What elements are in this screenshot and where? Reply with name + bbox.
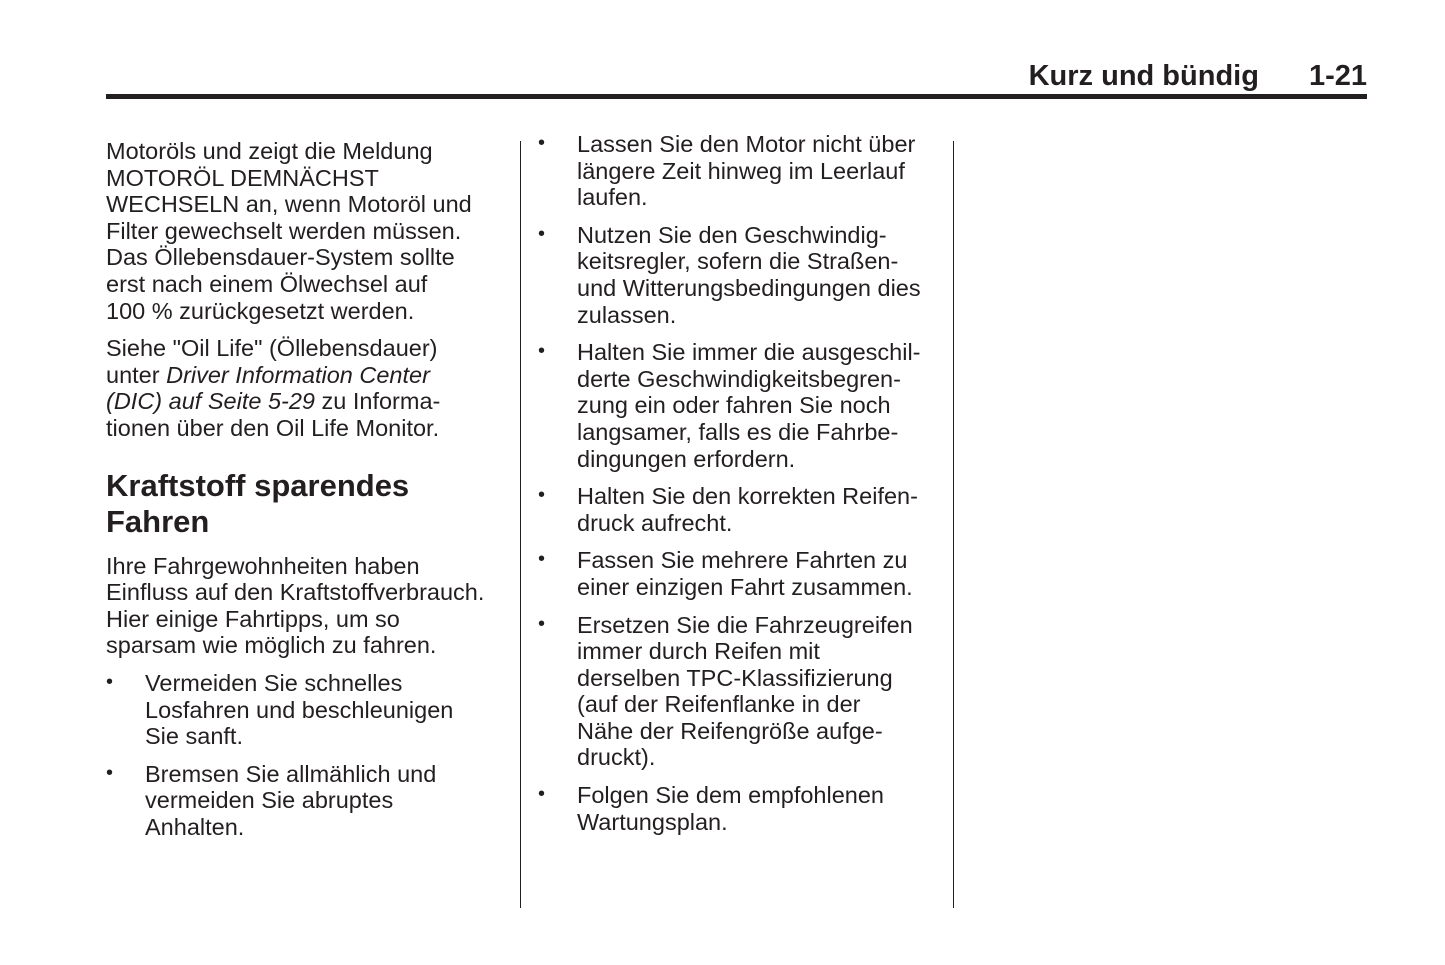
bullet-icon: • — [538, 783, 546, 806]
list-item — [538, 483, 943, 536]
list-item — [538, 339, 943, 472]
section-title: Kurz und bündig — [1028, 60, 1259, 92]
list-item — [538, 612, 943, 772]
bullet-icon: • — [106, 670, 114, 693]
list-item — [538, 782, 943, 835]
list-item-text: Nutzen Sie den Geschwindig- keitsregler, sofern die Straßen- und Witterungsbedingungen dies zulassen. — [577, 221, 921, 328]
page-number: 1-21 — [1308, 60, 1367, 92]
oil-life-reference-paragraph — [106, 335, 506, 441]
list-item-text: Halten Sie immer die ausgeschil- derte Geschwindigkeitsbegren- zung ein oder fahren Sie noch langsamer, falls es die Fahrbe- dingungen erfordern. — [577, 339, 921, 472]
list-item-text: Bremsen Sie allmählich und vermeiden Sie abruptes Anhalten. — [145, 760, 437, 840]
list-item-text: Folgen Sie dem empfohlenen Wartungsplan. — [577, 782, 885, 835]
list-item-text: Halten Sie den korrekten Reifen- druck aufrecht. — [577, 483, 918, 536]
list-item-text: Ersetzen Sie die Fahrzeugreifen immer durch Reifen mit derselben TPC-Klassifizierung (auf der Reifenflanke in der Nähe der Reifengröße aufge- druckt). — [577, 611, 913, 771]
list-item — [538, 547, 943, 600]
list-item — [538, 131, 943, 211]
header-rule — [106, 94, 1367, 99]
list-item — [106, 670, 506, 750]
list-item-text: Lassen Sie den Motor nicht über längere Zeit hinweg im Leerlauf laufen. — [577, 131, 916, 211]
bullet-icon: • — [538, 484, 546, 507]
list-item — [106, 761, 506, 841]
column-left — [106, 138, 506, 851]
column-divider — [520, 141, 521, 908]
column-divider — [953, 141, 954, 908]
bullet-icon: • — [106, 761, 114, 784]
list-item — [538, 222, 943, 328]
bullet-icon: • — [538, 222, 546, 245]
reference-text-before: Siehe "Oil Life" (Öllebensdauer) unter — [106, 335, 438, 388]
list-item-text: Vermeiden Sie schnelles Losfahren und beschleunigen Sie sanft. — [145, 669, 454, 750]
reference-text-after: zu Informa- tionen über den Oil Life Monitor. — [106, 388, 441, 441]
bullet-icon: • — [538, 340, 546, 363]
tips-list-right — [538, 131, 943, 835]
section-heading: Kraftstoff sparendes Fahren — [106, 467, 410, 539]
bullet-icon: • — [538, 132, 546, 154]
list-item-text: Fassen Sie mehrere Fahrten zu einer einzigen Fahrt zusammen. — [577, 547, 913, 600]
cross-reference-link[interactable]: Driver Information Center (DIC) auf Seite 5-29 — [106, 361, 430, 415]
intro-paragraph: Ihre Fahrgewohnheiten haben Einfluss auf den Kraftstoffverbrauch. Hier einige Fahrtipps, um so sparsam wie möglich zu fahren. — [106, 552, 485, 659]
oil-reset-paragraph: Motoröls und zeigt die Meldung MOTORÖL DEMNÄCHST WECHSELN an, wenn Motoröl und Filter gewechselt werden müssen. Das Öllebensdauer-System sollte erst nach einem Ölwechsel auf 100 % zurückgesetzt werden. — [106, 138, 472, 324]
column-middle — [538, 131, 943, 846]
bullet-icon: • — [538, 612, 546, 635]
tips-list-left — [106, 670, 506, 841]
bullet-icon: • — [538, 548, 546, 571]
page-header — [106, 58, 1367, 94]
